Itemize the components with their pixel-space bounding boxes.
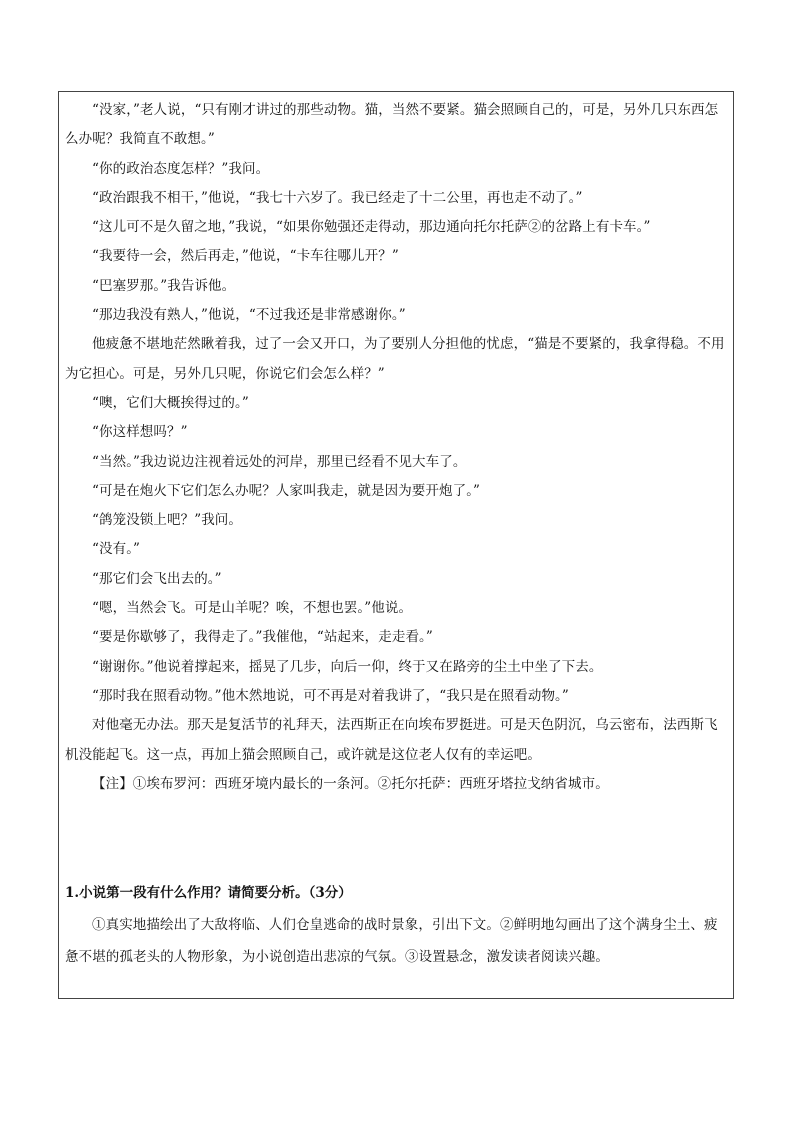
paragraph: “政治跟我不相干，”他说，“我七十六岁了。我已经走了十二公里，再也走不动了。” bbox=[92, 189, 583, 206]
paragraph: “那边我没有熟人，”他说，“不过我还是非常感谢你。” bbox=[92, 307, 406, 324]
paragraph: “鸽笼没锁上吧？”我问。 bbox=[92, 512, 243, 529]
paragraph: “没家，”老人说，“只有刚才讲过的那些动物。猫，当然不要紧。猫会照顾自己的，可是，另外几只东西怎么办呢？我简直不敢想。” bbox=[65, 102, 719, 148]
passage bbox=[65, 96, 729, 799]
footnote: 【注】①埃布罗河：西班牙境内最长的一条河。②托尔托萨：西班牙塔拉戈纳省城市。 bbox=[92, 775, 609, 792]
paragraph: 他疲惫不堪地茫然瞅着我，过了一会又开口，为了要别人分担他的忧虑，“猫是不要紧的，我拿得稳。不用为它担心。可是，另外几只呢，你说它们会怎么样？” bbox=[65, 336, 725, 382]
paragraph: “谢谢你。”他说着撑起来，摇晃了几步，向后一仰，终于又在路旁的尘土中坐了下去。 bbox=[92, 658, 603, 675]
paragraph: 对他毫无办法。那天是复活节的礼拜天，法西斯正在向埃布罗挺进。可是天色阴沉，乌云密布，法西斯飞机没能起飞。这一点，再加上猫会照顾自己，或许就是这位老人仅有的幸运吧。 bbox=[65, 717, 718, 763]
paragraph: “可是在炮火下它们怎么办呢？人家叫我走，就是因为要开炮了。” bbox=[92, 482, 481, 499]
answer bbox=[65, 909, 729, 973]
answer-text: ①真实地描绘出了大敌将临、人们仓皇逃命的战时景象，引出下文。②鲜明地勾画出了这个满身尘土、疲惫不堪的孤老头的人物形象，为小说创造出悲凉的气氛。③设置悬念，激发读者阅读兴趣。 bbox=[65, 917, 718, 965]
paragraph: “这儿可不是久留之地，”我说，“如果你勉强还走得动，那边通向托尔托萨②的岔路上有卡车。” bbox=[92, 219, 651, 236]
paragraph: “那时我在照看动物。”他木然地说，可不再是对着我讲了，“我只是在照看动物。” bbox=[92, 687, 569, 704]
paragraph: “巴塞罗那。”我告诉他。 bbox=[92, 277, 236, 294]
paragraph: “当然。”我边说边注视着远处的河岸，那里已经看不见大车了。 bbox=[92, 453, 467, 470]
paragraph: “噢，它们大概挨得过的。” bbox=[92, 394, 249, 411]
paragraph: “你这样想吗？” bbox=[92, 424, 188, 441]
question-title: 1.小说第一段有什么作用？请简要分析。（3分） bbox=[65, 885, 352, 901]
paragraph: “你的政治态度怎样？”我问。 bbox=[92, 160, 270, 177]
paragraph: “嗯，当然会飞。可是山羊呢？唉，不想也罢。”他说。 bbox=[92, 600, 413, 617]
paragraph: “没有。” bbox=[92, 541, 141, 558]
paragraph: “那它们会飞出去的。” bbox=[92, 570, 222, 587]
paragraph: “要是你歇够了，我得走了。”我催他，“站起来，走走看。” bbox=[92, 629, 433, 646]
paragraph: “我要待一会，然后再走，”他说，“卡车往哪儿开？” bbox=[92, 248, 399, 265]
